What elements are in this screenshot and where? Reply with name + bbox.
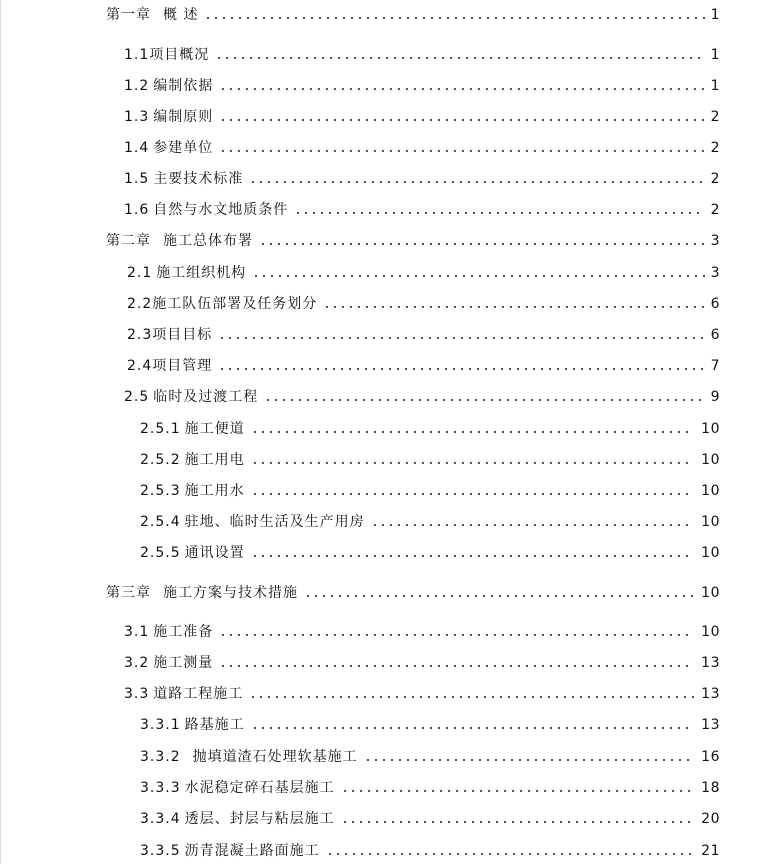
dot-leader bbox=[251, 726, 694, 730]
toc-section-1-2[interactable] bbox=[124, 75, 720, 95]
toc-entry-number: 3.1 bbox=[124, 624, 150, 640]
toc-entry-title: 编制原则 bbox=[153, 109, 214, 125]
toc-entry-page: 16 bbox=[701, 749, 720, 765]
toc-entry-title: 沥青混凝土路面施工 bbox=[184, 843, 320, 859]
toc-entry-title: 施工便道 bbox=[184, 421, 245, 437]
toc-entry-page: 10 bbox=[701, 514, 720, 530]
dot-leader bbox=[249, 695, 694, 699]
toc-entry-number: 2.5.2 bbox=[140, 452, 181, 468]
toc-entry-page: 13 bbox=[701, 655, 720, 671]
toc-entry-page: 1 bbox=[710, 7, 720, 23]
toc-subsection-3-3-2[interactable] bbox=[140, 746, 720, 766]
toc-entry-title: 施工用电 bbox=[184, 452, 245, 468]
toc-entry-title: 通讯设置 bbox=[184, 545, 245, 561]
dot-leader bbox=[219, 664, 694, 668]
dot-leader bbox=[218, 336, 704, 340]
toc-entry-title: 概 述 bbox=[163, 7, 199, 23]
toc-entry-number: 3.3.2 bbox=[140, 749, 181, 765]
toc-entry-number: 第三章 bbox=[106, 585, 151, 601]
toc-section-1-1[interactable] bbox=[124, 44, 720, 64]
toc-subsection-3-3-5[interactable] bbox=[140, 840, 720, 860]
toc-entry-title: 抛填道渣石处理软基施工 bbox=[192, 749, 358, 765]
toc-entry-title: 参建单位 bbox=[153, 140, 214, 156]
toc-section-2-5[interactable] bbox=[124, 386, 720, 406]
dot-leader bbox=[219, 149, 704, 153]
dot-leader bbox=[326, 852, 694, 856]
dot-leader bbox=[204, 16, 704, 20]
toc-entry-number: 1.3 bbox=[124, 109, 150, 125]
toc-entry-title: 施工准备 bbox=[153, 624, 214, 640]
dot-leader bbox=[264, 398, 704, 402]
dot-leader bbox=[252, 274, 704, 278]
toc-subsection-3-3-4[interactable] bbox=[140, 808, 720, 828]
toc-entry-title: 道路工程施工 bbox=[153, 686, 244, 702]
dot-leader bbox=[249, 180, 704, 184]
toc-subsection-2-5-1[interactable] bbox=[140, 418, 720, 438]
dot-leader bbox=[215, 56, 704, 60]
toc-entry-page: 10 bbox=[701, 545, 720, 561]
toc-entry-page: 3 bbox=[710, 233, 720, 249]
dot-leader bbox=[294, 211, 704, 215]
toc-entry-title: 主要技术标准 bbox=[153, 171, 244, 187]
toc-entry-number: 第二章 bbox=[106, 233, 151, 249]
toc-entry-page: 10 bbox=[701, 421, 720, 437]
toc-subsection-2-5-5[interactable] bbox=[140, 542, 720, 562]
dot-leader bbox=[251, 492, 694, 496]
toc-entry-title: 施工队伍部署及任务划分 bbox=[152, 296, 318, 312]
toc-subsection-2-5-2[interactable] bbox=[140, 449, 720, 469]
toc-entry-title: 项目管理 bbox=[152, 358, 213, 374]
toc-section-2-1[interactable] bbox=[127, 262, 720, 282]
toc-entry-page: 1 bbox=[710, 47, 720, 63]
toc-entry-page: 6 bbox=[710, 296, 720, 312]
toc-entry-number: 3.3.1 bbox=[140, 717, 181, 733]
toc-entry-title: 驻地、临时生活及生产用房 bbox=[184, 514, 365, 530]
toc-entry-title: 施工组织机构 bbox=[156, 265, 247, 281]
toc-entry-page: 7 bbox=[710, 358, 720, 374]
toc-entry-page: 1 bbox=[710, 78, 720, 94]
toc-entry-number: 第一章 bbox=[106, 7, 151, 23]
toc-entry-number: 3.3.5 bbox=[140, 843, 181, 859]
dot-leader bbox=[251, 554, 694, 558]
dot-leader bbox=[304, 594, 694, 598]
dot-leader bbox=[251, 461, 694, 465]
toc-entry-title: 施工方案与技术措施 bbox=[163, 585, 298, 601]
toc-entry-number: 1.6 bbox=[124, 202, 150, 218]
toc-entry-title: 路基施工 bbox=[184, 717, 245, 733]
dot-leader bbox=[371, 523, 694, 527]
dot-leader bbox=[219, 118, 704, 122]
dot-leader bbox=[323, 305, 704, 309]
toc-entry-title: 透层、封层与粘层施工 bbox=[184, 811, 335, 827]
toc-entry-title: 施工用水 bbox=[184, 483, 245, 499]
toc-entry-number: 2.5.3 bbox=[140, 483, 181, 499]
toc-entry-page: 13 bbox=[701, 717, 720, 733]
toc-entry-number: 3.3.4 bbox=[140, 811, 181, 827]
toc-chapter-1[interactable] bbox=[106, 4, 720, 24]
toc-section-2-3[interactable] bbox=[127, 324, 720, 344]
toc-entry-number: 3.2 bbox=[124, 655, 150, 671]
toc-section-3-2[interactable] bbox=[124, 652, 720, 672]
toc-entry-page: 9 bbox=[710, 389, 720, 405]
toc-entry-page: 3 bbox=[710, 265, 720, 281]
toc-entry-page: 10 bbox=[701, 585, 720, 601]
toc-subsection-3-3-1[interactable] bbox=[140, 714, 720, 734]
toc-entry-number: 2.1 bbox=[127, 265, 153, 281]
toc-entry-number: 2.5.1 bbox=[140, 421, 181, 437]
dot-leader bbox=[219, 633, 694, 637]
toc-section-2-2[interactable] bbox=[127, 293, 720, 313]
toc-entry-title: 施工测量 bbox=[153, 655, 214, 671]
toc-entry-title: 施工总体布署 bbox=[163, 233, 253, 249]
dot-leader bbox=[259, 242, 705, 246]
toc-entry-number: 2.5.5 bbox=[140, 545, 181, 561]
toc-entry-page: 6 bbox=[710, 327, 720, 343]
dot-leader bbox=[251, 430, 694, 434]
toc-entry-page: 2 bbox=[710, 171, 720, 187]
toc-section-1-3[interactable] bbox=[124, 106, 720, 126]
toc-entry-page: 20 bbox=[701, 811, 720, 827]
toc-entry-number: 2.4 bbox=[127, 358, 153, 374]
dot-leader bbox=[341, 820, 694, 824]
toc-entry-page: 10 bbox=[701, 452, 720, 468]
toc-entry-number: 2.5 bbox=[124, 389, 150, 405]
toc-entry-page: 10 bbox=[701, 483, 720, 499]
toc-section-1-4[interactable] bbox=[124, 137, 720, 157]
toc-entry-number: 2.5.4 bbox=[140, 514, 181, 530]
toc-entry-title: 项目目标 bbox=[152, 327, 213, 343]
toc-chapter-3[interactable] bbox=[106, 582, 720, 602]
toc-entry-title: 临时及过渡工程 bbox=[153, 389, 259, 405]
toc-entry-page: 13 bbox=[701, 686, 720, 702]
toc-section-3-3[interactable] bbox=[124, 683, 720, 703]
toc-entry-number: 1.4 bbox=[124, 140, 150, 156]
toc-entry-number: 1.2 bbox=[124, 78, 150, 94]
dot-leader bbox=[218, 367, 704, 371]
toc-entry-number: 2.3 bbox=[127, 327, 153, 343]
toc-entry-page: 21 bbox=[701, 843, 720, 859]
dot-leader bbox=[364, 758, 694, 762]
toc-entry-title: 编制依据 bbox=[153, 78, 214, 94]
toc-entry-title: 自然与水文地质条件 bbox=[153, 202, 289, 218]
toc-section-2-4[interactable] bbox=[127, 355, 720, 375]
toc-section-1-6[interactable] bbox=[124, 199, 720, 219]
dot-leader bbox=[219, 87, 704, 91]
toc-entry-number: 1.1 bbox=[124, 47, 150, 63]
dot-leader bbox=[341, 789, 694, 793]
toc-entry-number: 3.3.3 bbox=[140, 780, 181, 796]
toc-entry-page: 10 bbox=[701, 624, 720, 640]
toc-entry-page: 2 bbox=[710, 202, 720, 218]
toc-section-3-1[interactable] bbox=[124, 621, 720, 641]
toc-entry-title: 水泥稳定碎石基层施工 bbox=[184, 780, 335, 796]
toc-entry-page: 2 bbox=[710, 109, 720, 125]
toc-subsection-2-5-4[interactable] bbox=[140, 511, 720, 531]
toc-entry-page: 2 bbox=[710, 140, 720, 156]
toc-entry-number: 1.5 bbox=[124, 171, 150, 187]
toc-entry-page: 18 bbox=[701, 780, 720, 796]
toc-section-1-5[interactable] bbox=[124, 168, 720, 188]
toc-subsection-2-5-3[interactable] bbox=[140, 480, 720, 500]
toc-chapter-2[interactable] bbox=[106, 230, 720, 250]
toc-entry-number: 3.3 bbox=[124, 686, 150, 702]
toc-entry-number: 2.2 bbox=[127, 296, 153, 312]
toc-entry-title: 项目概况 bbox=[149, 47, 210, 63]
toc-subsection-3-3-3[interactable] bbox=[140, 777, 720, 797]
